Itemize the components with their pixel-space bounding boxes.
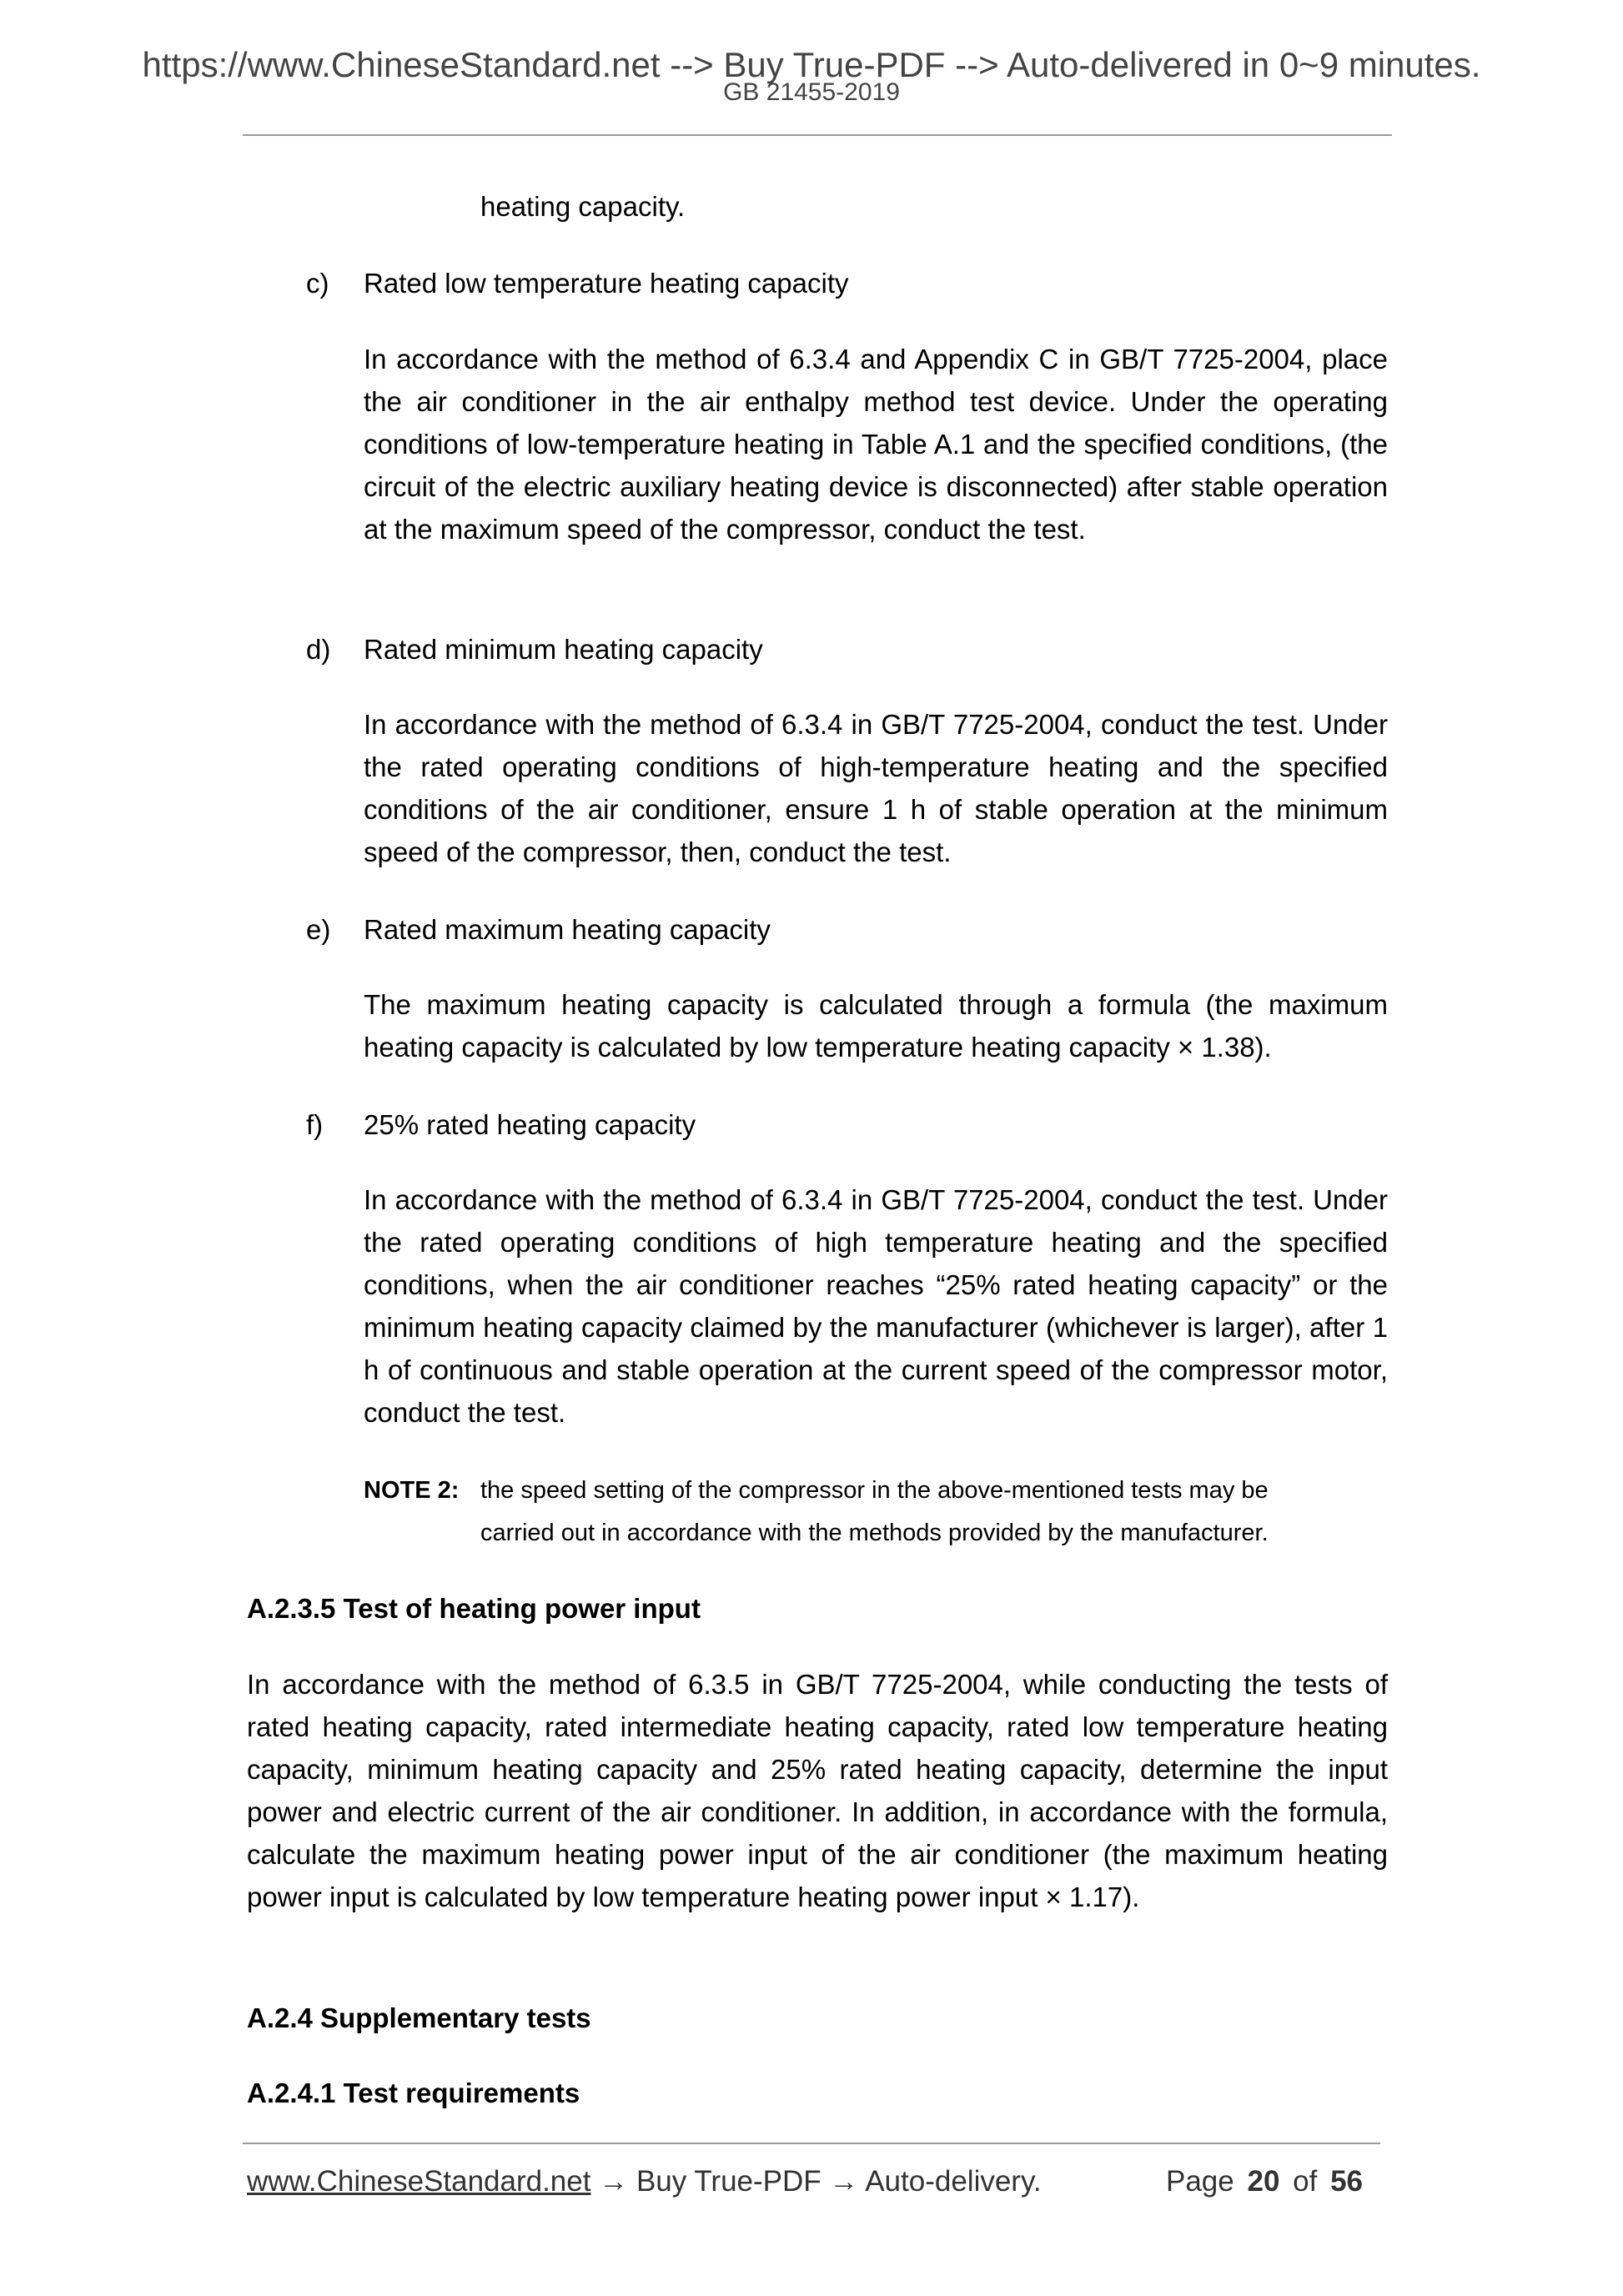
footer-divider <box>243 2143 1380 2144</box>
item-text-e: The maximum heating capacity is calculated through a formula (the maximum heating capacity is calculated by low temperature heating capacity × 1.38). <box>364 989 1388 1063</box>
item-title-f: 25% rated heating capacity <box>364 1109 696 1140</box>
item-label-e: e) <box>306 914 331 945</box>
arrow-icon: → <box>829 2165 859 2198</box>
section-heading-a241: A.2.4.1 Test requirements <box>247 2077 580 2108</box>
item-title-d: Rated minimum heating capacity <box>364 634 763 665</box>
note-line-2: carried out in accordance with the methods provided by the manufacturer. <box>480 1520 1269 1546</box>
header-banner: https://www.ChineseStandard.net --> Buy True-PDF --> Auto-delivered in 0~9 minutes. <box>142 45 1481 84</box>
continued-text: heating capacity. <box>480 191 686 222</box>
section-heading-a24: A.2.4 Supplementary tests <box>247 2002 591 2033</box>
item-title-c: Rated low temperature heating capacity <box>364 268 849 299</box>
note-line-1: the speed setting of the compressor in the above-mentioned tests may be <box>480 1477 1269 1504</box>
item-title-e: Rated maximum heating capacity <box>364 914 771 945</box>
header-divider <box>243 134 1392 136</box>
footer-site-link[interactable]: www.ChineseStandard.net <box>247 2165 591 2198</box>
page-indicator <box>1166 2165 1363 2198</box>
page-number: 20 <box>1247 2165 1280 2198</box>
arrow-icon: → <box>599 2165 629 2198</box>
item-text-f: In accordance with the method of 6.3.4 in GB/T 7725-2004, conduct the test. Under the rated operating conditions of high temperature heating and the specified conditions, when the air conditioner reaches “25% rated heating capacity” or the minimum heating capacity claimed by the manufacturer (whichever is larger), after 1 h of continuous and stable operation at the current speed of the compressor motor, conduct the test. <box>364 1184 1388 1428</box>
item-label-c: c) <box>306 268 329 299</box>
section-text-a235: In accordance with the method of 6.3.5 in GB/T 7725-2004, while conducting the tests of rated heating capacity, rated intermediate heating capacity, rated low temperature heating capacity, minimum heating capacity and 25% rated heating capacity, determine the input power and electric current of the air conditioner. In addition, in accordance with the formula, calculate the maximum heating power input of the air conditioner (the maximum heating power input is calculated by low temperature heating power input × 1.17). <box>247 1669 1388 1912</box>
document-code: GB 21455-2019 <box>723 78 900 106</box>
footer-left <box>247 2165 1042 2198</box>
item-text-d: In accordance with the method of 6.3.4 in GB/T 7725-2004, conduct the test. Under the rated operating conditions of high-temperature heating and the specified conditions of the air conditioner, ensure 1 h of stable operation at the minimum speed of the compressor, then, conduct the test. <box>364 709 1388 867</box>
page-total: 56 <box>1330 2165 1364 2198</box>
item-text-c: In accordance with the method of 6.3.4 and Appendix C in GB/T 7725-2004, place the air conditioner in the air enthalpy method test device. Under the operating conditions of low-temperature heating in Table A.1 and the specified conditions, (the circuit of the electric auxiliary heating device is disconnected) after stable operation at the maximum speed of the compressor, conduct the test. <box>364 344 1388 545</box>
note-label: NOTE 2: <box>364 1477 460 1504</box>
of-word: of <box>1293 2165 1318 2198</box>
page-word: Page <box>1166 2165 1234 2198</box>
footer-delivery-text: Auto-delivery. <box>865 2165 1042 2198</box>
footer-buy-text: Buy True-PDF <box>636 2165 822 2198</box>
item-label-f: f) <box>306 1109 324 1140</box>
section-heading-a235: A.2.3.5 Test of heating power input <box>247 1593 701 1624</box>
item-label-d: d) <box>306 634 331 665</box>
